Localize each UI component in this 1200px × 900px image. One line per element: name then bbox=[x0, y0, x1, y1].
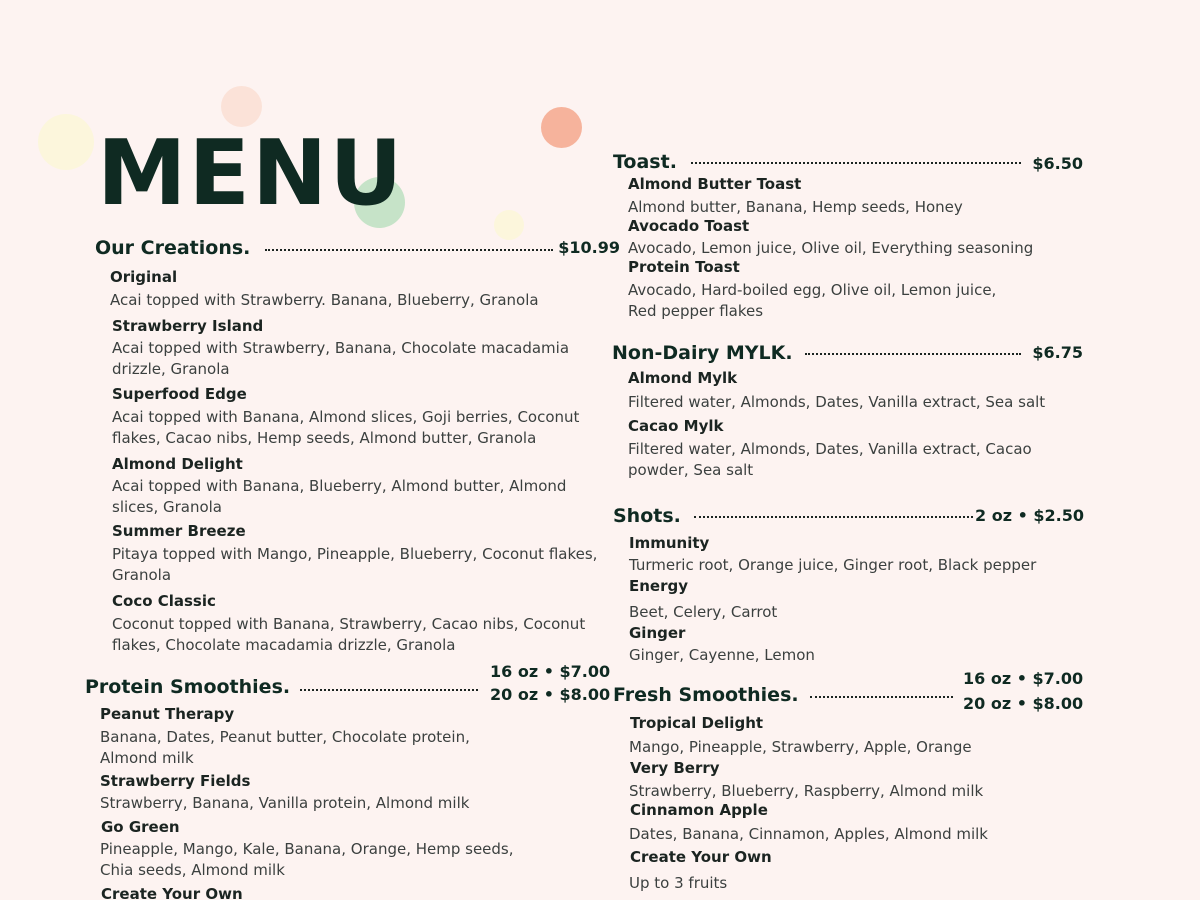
menu-item-desc: Pineapple, Mango, Kale, Banana, Orange, Hemp seeds, Chia seeds, Almond milk bbox=[100, 840, 514, 879]
menu-item-desc: Acai topped with Strawberry. Banana, Blueberry, Granola bbox=[110, 291, 539, 309]
menu-item-name: Energy bbox=[629, 577, 689, 595]
section-price: $10.99 bbox=[558, 238, 620, 257]
menu-item-name: Cinnamon Apple bbox=[630, 801, 768, 819]
section-header: Toast. bbox=[613, 151, 677, 173]
menu-item-name: Protein Toast bbox=[628, 258, 740, 276]
section-price-16oz: 16 oz • $7.00 bbox=[490, 662, 610, 681]
decorative-dot-peach bbox=[541, 107, 582, 148]
section-header: Non-Dairy MYLK. bbox=[612, 342, 793, 364]
menu-item-desc: Filtered water, Almonds, Dates, Vanilla extract, Cacao powder, Sea salt bbox=[628, 440, 1032, 479]
protein-smoothies-section bbox=[85, 660, 610, 900]
menu-item-desc: Almond butter, Banana, Hemp seeds, Honey bbox=[628, 198, 963, 216]
menu-item-desc: Avocado, Lemon juice, Olive oil, Everything seasoning bbox=[628, 239, 1034, 257]
menu-item-name: Coco Classic bbox=[112, 592, 216, 610]
section-price: $6.75 bbox=[1032, 343, 1083, 362]
menu-item-desc: Coconut topped with Banana, Strawberry, Cacao nibs, Coconut flakes, Chocolate macadamia drizzle, Granola bbox=[112, 615, 586, 654]
menu-title: MENU bbox=[97, 121, 405, 226]
section-price-16oz: 16 oz • $7.00 bbox=[963, 669, 1084, 688]
menu-item-name: Create Your Own bbox=[630, 848, 772, 866]
menu-item-name: Create Your Own bbox=[101, 885, 243, 900]
menu-item-name: Strawberry Island bbox=[112, 317, 264, 335]
section-header: Protein Smoothies. bbox=[85, 676, 291, 698]
menu-item-desc: Up to 3 fruits bbox=[629, 874, 728, 892]
toast-section bbox=[613, 150, 1085, 325]
section-header: Fresh Smoothies. bbox=[613, 684, 799, 706]
price-leader bbox=[300, 689, 478, 691]
menu-item-desc: Beet, Celery, Carrot bbox=[629, 603, 778, 621]
shots-section bbox=[613, 504, 1086, 669]
menu-item-desc: Pitaya topped with Mango, Pineapple, Blueberry, Coconut flakes, Granola bbox=[112, 545, 598, 584]
menu-item-name: Avocado Toast bbox=[628, 217, 750, 235]
section-price-20oz: 20 oz • $8.00 bbox=[490, 685, 610, 704]
menu-item-name: Go Green bbox=[101, 818, 180, 836]
menu-item-desc: Acai topped with Banana, Blueberry, Almond butter, Almond slices, Granola bbox=[112, 477, 567, 516]
menu-item-name: Summer Breeze bbox=[112, 522, 246, 540]
menu-item-desc: Acai topped with Banana, Almond slices, Goji berries, Coconut flakes, Cacao nibs, Hemp seeds, Almond butter, Granola bbox=[112, 408, 580, 447]
price-leader bbox=[810, 696, 953, 698]
menu-item-desc: Strawberry, Blueberry, Raspberry, Almond milk bbox=[629, 782, 984, 800]
section-price-20oz: 20 oz • $8.00 bbox=[963, 694, 1084, 713]
menu-item-desc: Turmeric root, Orange juice, Ginger root, Black pepper bbox=[629, 556, 1037, 574]
section-header: Our Creations. bbox=[95, 237, 251, 259]
section-price: $6.50 bbox=[1032, 154, 1083, 173]
price-leader bbox=[265, 249, 553, 251]
menu-item-name: Tropical Delight bbox=[630, 714, 764, 732]
menu-item-desc: Mango, Pineapple, Strawberry, Apple, Orange bbox=[629, 738, 972, 756]
menu-item-name: Almond Mylk bbox=[628, 369, 738, 387]
fresh-smoothies-section bbox=[613, 667, 1088, 900]
menu-item-name: Cacao Mylk bbox=[628, 417, 724, 435]
price-leader bbox=[691, 162, 1021, 164]
menu-item-name: Very Berry bbox=[630, 759, 720, 777]
menu-item-desc: Banana, Dates, Peanut butter, Chocolate protein, Almond milk bbox=[100, 728, 470, 767]
menu-item-desc: Dates, Banana, Cinnamon, Apples, Almond milk bbox=[629, 825, 988, 843]
price-leader bbox=[694, 516, 973, 518]
menu-item-desc: Acai topped with Strawberry, Banana, Chocolate macadamia drizzle, Granola bbox=[112, 339, 570, 378]
section-price: 2 oz • $2.50 bbox=[975, 506, 1084, 525]
menu-item-name: Immunity bbox=[629, 534, 710, 552]
menu-item-desc: Ginger, Cayenne, Lemon bbox=[629, 646, 815, 664]
menu-item-desc: Strawberry, Banana, Vanilla protein, Almond milk bbox=[100, 794, 470, 812]
menu-item-desc: Avocado, Hard-boiled egg, Olive oil, Lemon juice, Red pepper flakes bbox=[628, 281, 997, 320]
our-creations-section bbox=[95, 236, 620, 661]
menu-item-name: Peanut Therapy bbox=[100, 705, 235, 723]
menu-item-desc: Filtered water, Almonds, Dates, Vanilla extract, Sea salt bbox=[628, 393, 1046, 411]
menu-item-name: Strawberry Fields bbox=[100, 772, 251, 790]
non-dairy-mylk-section bbox=[612, 341, 1085, 486]
price-leader bbox=[805, 353, 1021, 355]
menu-item-name: Superfood Edge bbox=[112, 385, 247, 403]
decorative-dot-yellow bbox=[38, 114, 94, 170]
section-header: Shots. bbox=[613, 505, 681, 527]
menu-item-name: Almond Delight bbox=[112, 455, 243, 473]
menu-item-name: Almond Butter Toast bbox=[628, 175, 802, 193]
menu-item-name: Ginger bbox=[629, 624, 686, 642]
menu-item-name: Original bbox=[110, 268, 178, 286]
